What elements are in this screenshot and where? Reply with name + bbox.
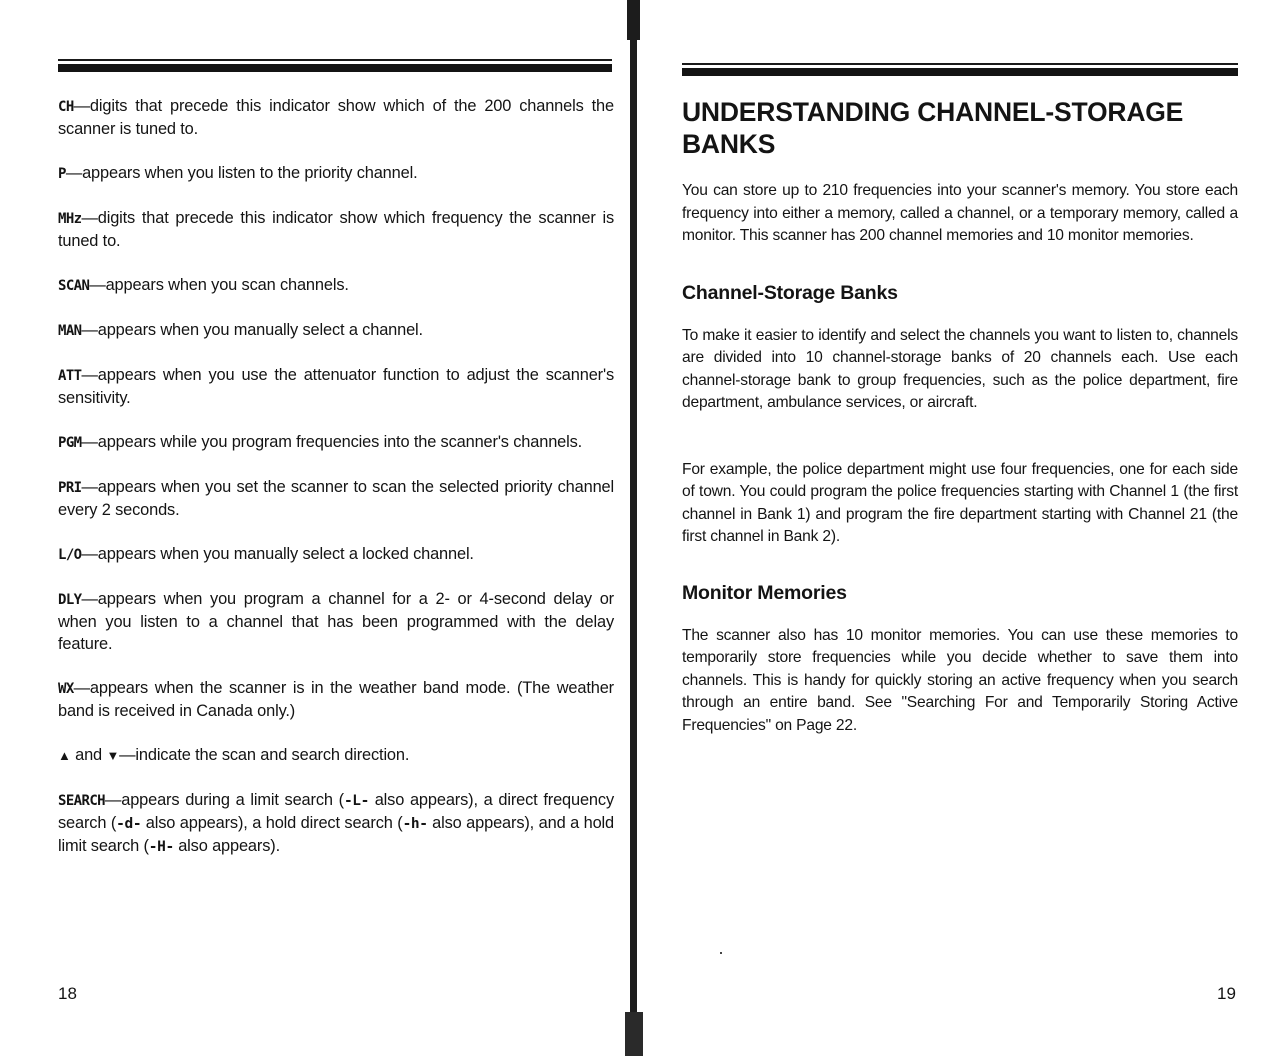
- example-paragraph: For example, the police department might use four frequencies, one for each side of town. You could program the police frequencies starting with Channel 1 (the first channel in Bank 1) and program the fire department starting with Channel 21 (the first channel in Bank 2).: [682, 460, 1238, 545]
- definition-ch: CH—digits that precede this indicator show which of the 200 channels the scanner is tuned to.: [58, 97, 614, 138]
- up-arrow-icon: ▲: [58, 748, 71, 763]
- definition-p: P—appears when you listen to the priority channel.: [58, 164, 418, 182]
- page-number: 19: [1217, 984, 1236, 1003]
- intro-paragraph: You can store up to 210 frequencies into your scanner's memory. You store each frequency into either a memory, called a channel, or a temporary memory, called a monitor. This scanner has 200 channel memories and 10 monitor memories.: [682, 182, 1238, 244]
- definition-pgm: PGM—appears while you program frequencies into the scanner's channels.: [58, 433, 583, 451]
- definition-scan: SCAN—appears when you scan channels.: [58, 276, 349, 294]
- monitor-memories-paragraph: The scanner also has 10 monitor memories. You can use these memories to temporarily store frequencies while you decide whether to save them into channels. This is handy for quickly storing an active frequency when you search through an entire band. See "Searching For and Temporarily Storing Active Frequencies" on Page 22.: [682, 626, 1238, 734]
- book-spine: [630, 0, 637, 1056]
- definition-lo: L/O—appears when you manually select a locked channel.: [58, 545, 474, 563]
- definition-man: MAN—appears when you manually select a channel.: [58, 321, 423, 339]
- section-heading-monitor-memories: Monitor Memories: [682, 581, 847, 604]
- page-number: 18: [58, 984, 77, 1003]
- header-rule: [58, 59, 612, 73]
- definition-att: ATT—appears when you use the attenuator function to adjust the scanner's sensitivity.: [58, 366, 614, 407]
- definition-search: SEARCH—appears during a limit search (-L- also appears), a direct frequency search (-d- also appears), a hold direct search (-h- also appears), and a hold limit search (-H- also appears).: [58, 791, 615, 855]
- definition-mhz: MHz—digits that precede this indicator show which frequency the scanner is tuned to.: [58, 209, 614, 250]
- scan-speck: [720, 952, 722, 954]
- definition-wx: WX—appears when the scanner is in the weather band mode. (The weather band is received in Canada only.): [58, 679, 614, 720]
- definition-direction: ▲ and ▼—indicate the scan and search direction.: [58, 746, 410, 764]
- down-arrow-icon: ▼: [106, 748, 120, 763]
- definition-dly: DLY—appears when you program a channel for a 2- or 4-second delay or when you listen to a channel that has been programmed with the delay feature.: [58, 590, 614, 653]
- indicator-definitions: [58, 95, 614, 858]
- book-spine-top: [627, 0, 640, 40]
- right-page: [640, 0, 1286, 1056]
- left-page: [0, 0, 634, 1056]
- definition-pri: PRI—appears when you set the scanner to scan the selected priority channel every 2 seconds.: [58, 478, 614, 519]
- page-title: UNDERSTANDING CHANNEL-STORAGE BANKS: [682, 97, 1184, 159]
- section-heading-channel-storage-banks: Channel-Storage Banks: [682, 281, 898, 304]
- channel-banks-paragraph: To make it easier to identify and select the channels you want to listen to, channels are divided into 10 channel-storage banks of 20 channels each. Use each channel-storage bank to group frequencies, such as the police department, fire department, ambulance services, or aircraft.: [682, 326, 1238, 411]
- header-rule: [682, 63, 1238, 77]
- right-content: [682, 96, 1238, 737]
